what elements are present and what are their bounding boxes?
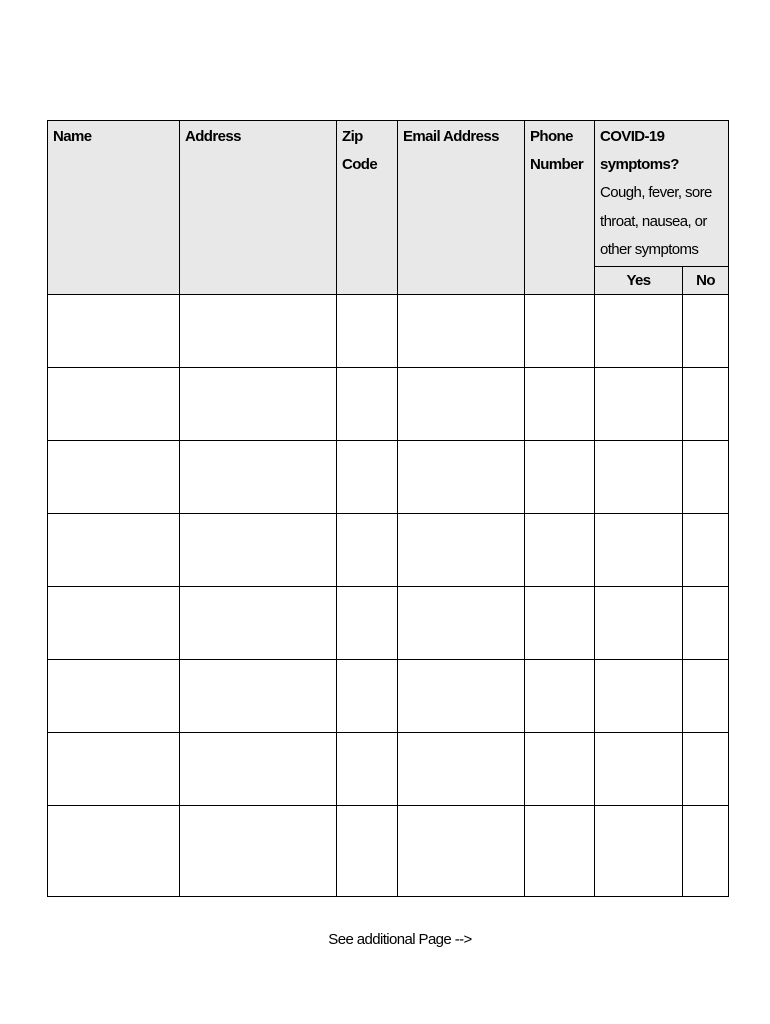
header-covid-description-line3: other symptoms xyxy=(600,241,699,258)
header-address-label: Address xyxy=(185,128,241,145)
entry-cell-address[interactable] xyxy=(180,368,337,441)
table-row xyxy=(48,660,729,733)
header-phone-label-line1: Phone xyxy=(530,128,573,145)
entry-cell-phone[interactable] xyxy=(525,587,595,660)
header-yes: Yes xyxy=(595,267,683,295)
entry-cell-name[interactable] xyxy=(48,587,180,660)
entry-cell-name[interactable] xyxy=(48,660,180,733)
table-row xyxy=(48,441,729,514)
entry-cell-email[interactable] xyxy=(398,733,525,806)
entry-cell-no[interactable] xyxy=(683,660,729,733)
entry-cell-yes[interactable] xyxy=(595,368,683,441)
header-phone-label-line2: Number xyxy=(530,156,584,173)
entry-cell-zip[interactable] xyxy=(337,587,398,660)
entry-cell-no[interactable] xyxy=(683,514,729,587)
header-covid-description-line1: Cough, fever, sore xyxy=(600,184,712,201)
table-row xyxy=(48,295,729,368)
entry-cell-yes[interactable] xyxy=(595,295,683,368)
entry-cell-zip[interactable] xyxy=(337,368,398,441)
entry-cell-no[interactable] xyxy=(683,441,729,514)
header-name xyxy=(48,121,180,295)
entry-cell-yes[interactable] xyxy=(595,660,683,733)
header-covid-title-line2: symptoms? xyxy=(600,156,679,173)
header-email-address xyxy=(398,121,525,295)
see-additional-page-text: See additional Page --> xyxy=(328,931,472,948)
entry-cell-no[interactable] xyxy=(683,368,729,441)
entry-cell-email[interactable] xyxy=(398,514,525,587)
entry-cell-yes[interactable] xyxy=(595,441,683,514)
entry-cell-address[interactable] xyxy=(180,514,337,587)
entry-cell-address[interactable] xyxy=(180,660,337,733)
header-zip-code xyxy=(337,121,398,295)
entry-cell-no[interactable] xyxy=(683,587,729,660)
entry-cell-phone[interactable] xyxy=(525,733,595,806)
entry-cell-phone[interactable] xyxy=(525,806,595,897)
header-phone-number xyxy=(525,121,595,295)
entry-cell-address[interactable] xyxy=(180,806,337,897)
entry-cell-name[interactable] xyxy=(48,441,180,514)
entry-cell-no[interactable] xyxy=(683,295,729,368)
table-row xyxy=(48,368,729,441)
header-email-label: Email Address xyxy=(403,128,499,145)
entry-cell-phone[interactable] xyxy=(525,368,595,441)
contact-tracing-table xyxy=(47,120,729,897)
entry-cell-name[interactable] xyxy=(48,806,180,897)
table-row xyxy=(48,733,729,806)
entry-cell-zip[interactable] xyxy=(337,514,398,587)
entry-cell-zip[interactable] xyxy=(337,733,398,806)
entry-cell-phone[interactable] xyxy=(525,295,595,368)
entry-cell-phone[interactable] xyxy=(525,660,595,733)
entry-cell-name[interactable] xyxy=(48,295,180,368)
entry-cell-no[interactable] xyxy=(683,806,729,897)
header-name-label: Name xyxy=(53,128,92,145)
header-address xyxy=(180,121,337,295)
header-covid-title-line1: COVID-19 xyxy=(600,128,665,145)
header-zip-code-label: Zip Code xyxy=(342,128,378,173)
entry-cell-name[interactable] xyxy=(48,368,180,441)
entry-cell-yes[interactable] xyxy=(595,806,683,897)
entry-cell-no[interactable] xyxy=(683,733,729,806)
entry-cell-address[interactable] xyxy=(180,733,337,806)
entry-cell-zip[interactable] xyxy=(337,660,398,733)
entry-cell-address[interactable] xyxy=(180,441,337,514)
header-covid-description-line2: throat, nausea, or xyxy=(600,212,707,230)
entry-cell-zip[interactable] xyxy=(337,806,398,897)
entry-cell-address[interactable] xyxy=(180,295,337,368)
table-row xyxy=(48,806,729,897)
entry-cell-email[interactable] xyxy=(398,660,525,733)
entry-cell-zip[interactable] xyxy=(337,295,398,368)
entry-cell-yes[interactable] xyxy=(595,514,683,587)
header-no: No xyxy=(683,267,729,295)
footer-note xyxy=(0,931,770,948)
entry-cell-email[interactable] xyxy=(398,587,525,660)
entry-cell-zip[interactable] xyxy=(337,441,398,514)
table-row xyxy=(48,587,729,660)
entry-cell-email[interactable] xyxy=(398,806,525,897)
sign-in-sheet xyxy=(47,120,728,897)
entry-cell-phone[interactable] xyxy=(525,441,595,514)
table-row xyxy=(48,514,729,587)
entry-cell-email[interactable] xyxy=(398,295,525,368)
entry-cell-name[interactable] xyxy=(48,733,180,806)
entry-cell-yes[interactable] xyxy=(595,587,683,660)
entry-cell-address[interactable] xyxy=(180,587,337,660)
entry-cell-yes[interactable] xyxy=(595,733,683,806)
entry-cell-name[interactable] xyxy=(48,514,180,587)
entry-cell-email[interactable] xyxy=(398,441,525,514)
header-covid-symptoms xyxy=(595,121,729,267)
entry-cell-email[interactable] xyxy=(398,368,525,441)
entry-cell-phone[interactable] xyxy=(525,514,595,587)
